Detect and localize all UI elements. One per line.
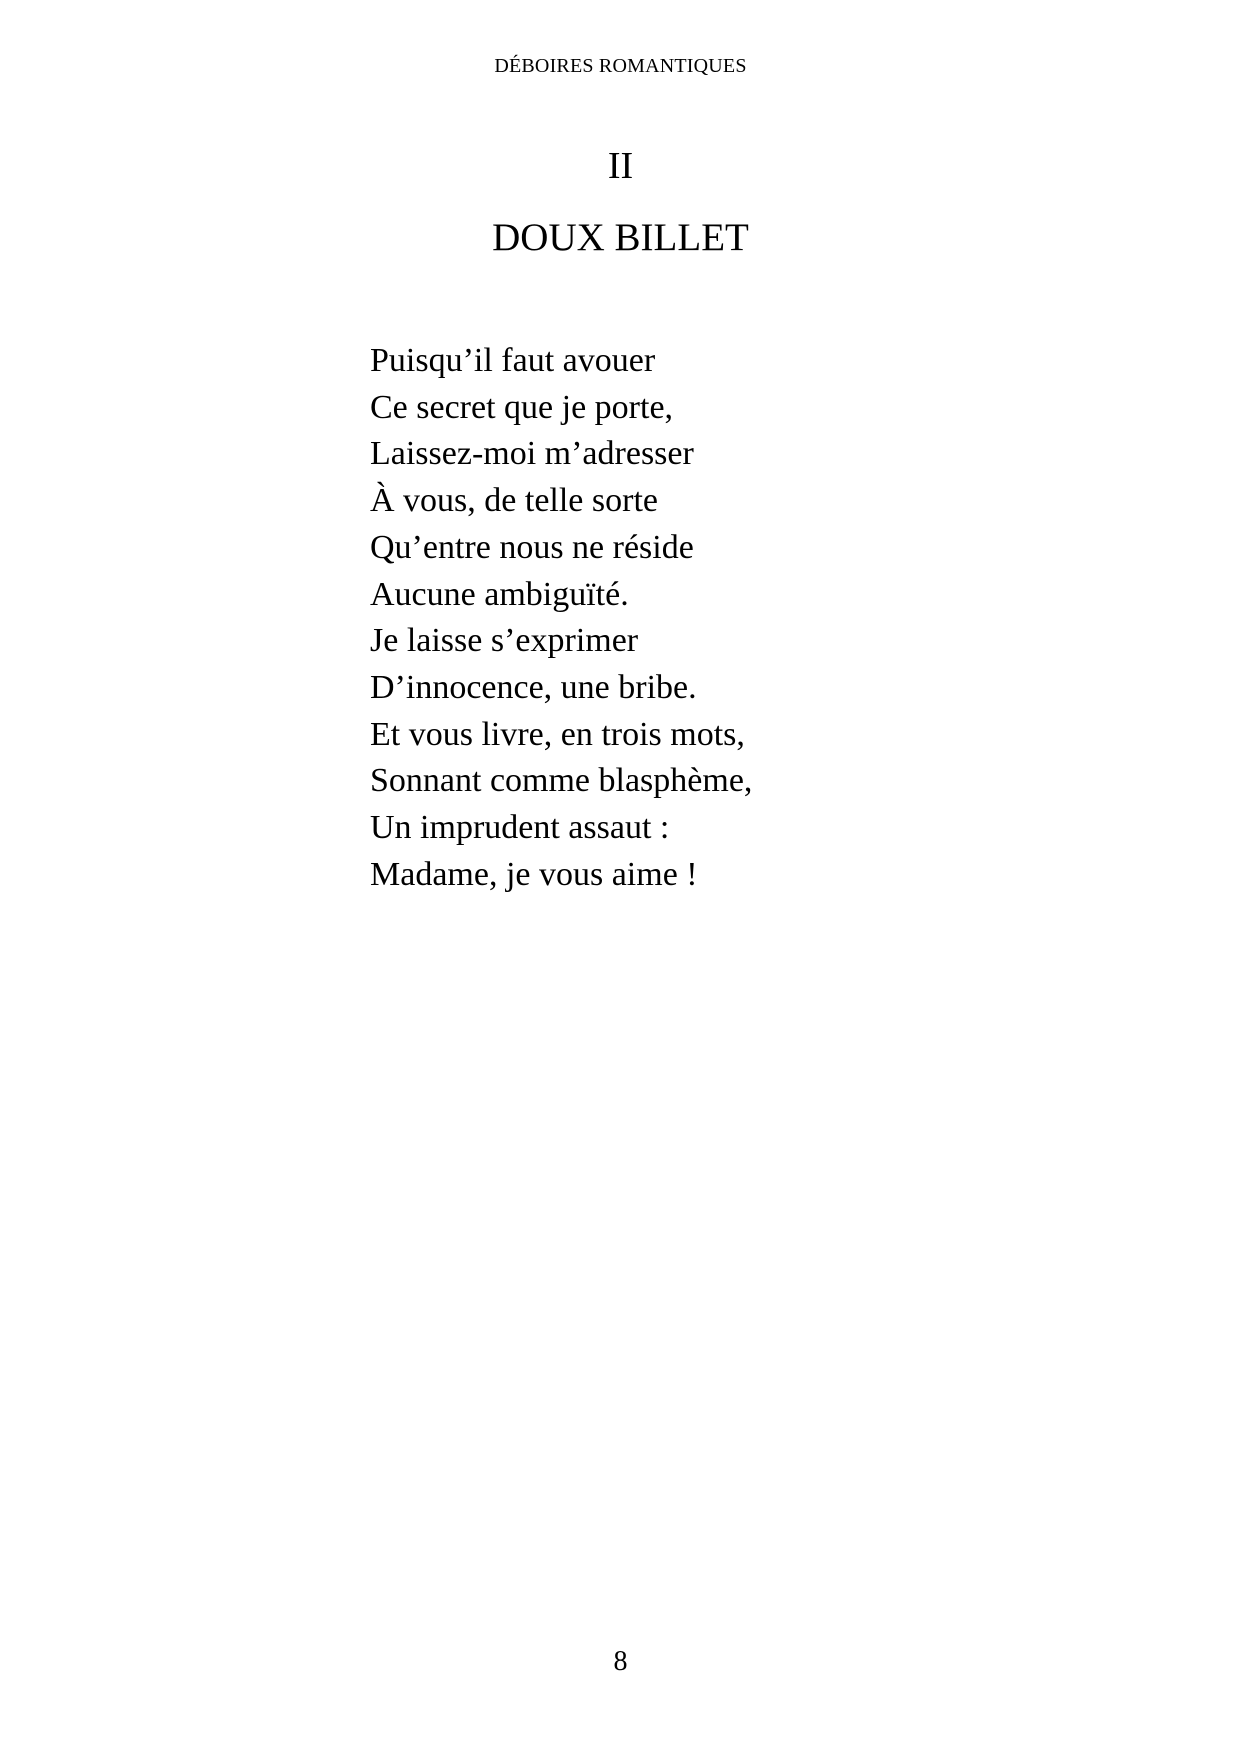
verse-line: Et vous livre, en trois mots, (370, 715, 745, 753)
verse-line: Aucune ambiguïté. (370, 575, 629, 613)
verse-line: Un imprudent assaut : (370, 809, 670, 847)
verse-line: À vous, de telle sorte (370, 482, 658, 520)
poem-number: II (607, 145, 634, 187)
verse-line: Qu’entre nous ne réside (370, 528, 694, 566)
verse-line: Je laisse s’exprimer (370, 622, 639, 660)
verse-line: Madame, je vous aime ! (370, 855, 698, 893)
poem-stanza (370, 338, 752, 898)
running-header: DÉBOIRES ROMANTIQUES (494, 55, 747, 77)
page-number: 8 (613, 1646, 628, 1677)
verse-line: Laissez-moi m’adresser (370, 435, 694, 473)
verse-line: Puisqu’il faut avouer (370, 342, 656, 379)
poem-title: DOUX BILLET (492, 216, 749, 259)
verse-line: Sonnant comme blasphème, (370, 762, 753, 800)
verse-line: Ce secret que je porte, (370, 388, 674, 426)
verse-line: D’innocence, une bribe. (370, 668, 697, 706)
